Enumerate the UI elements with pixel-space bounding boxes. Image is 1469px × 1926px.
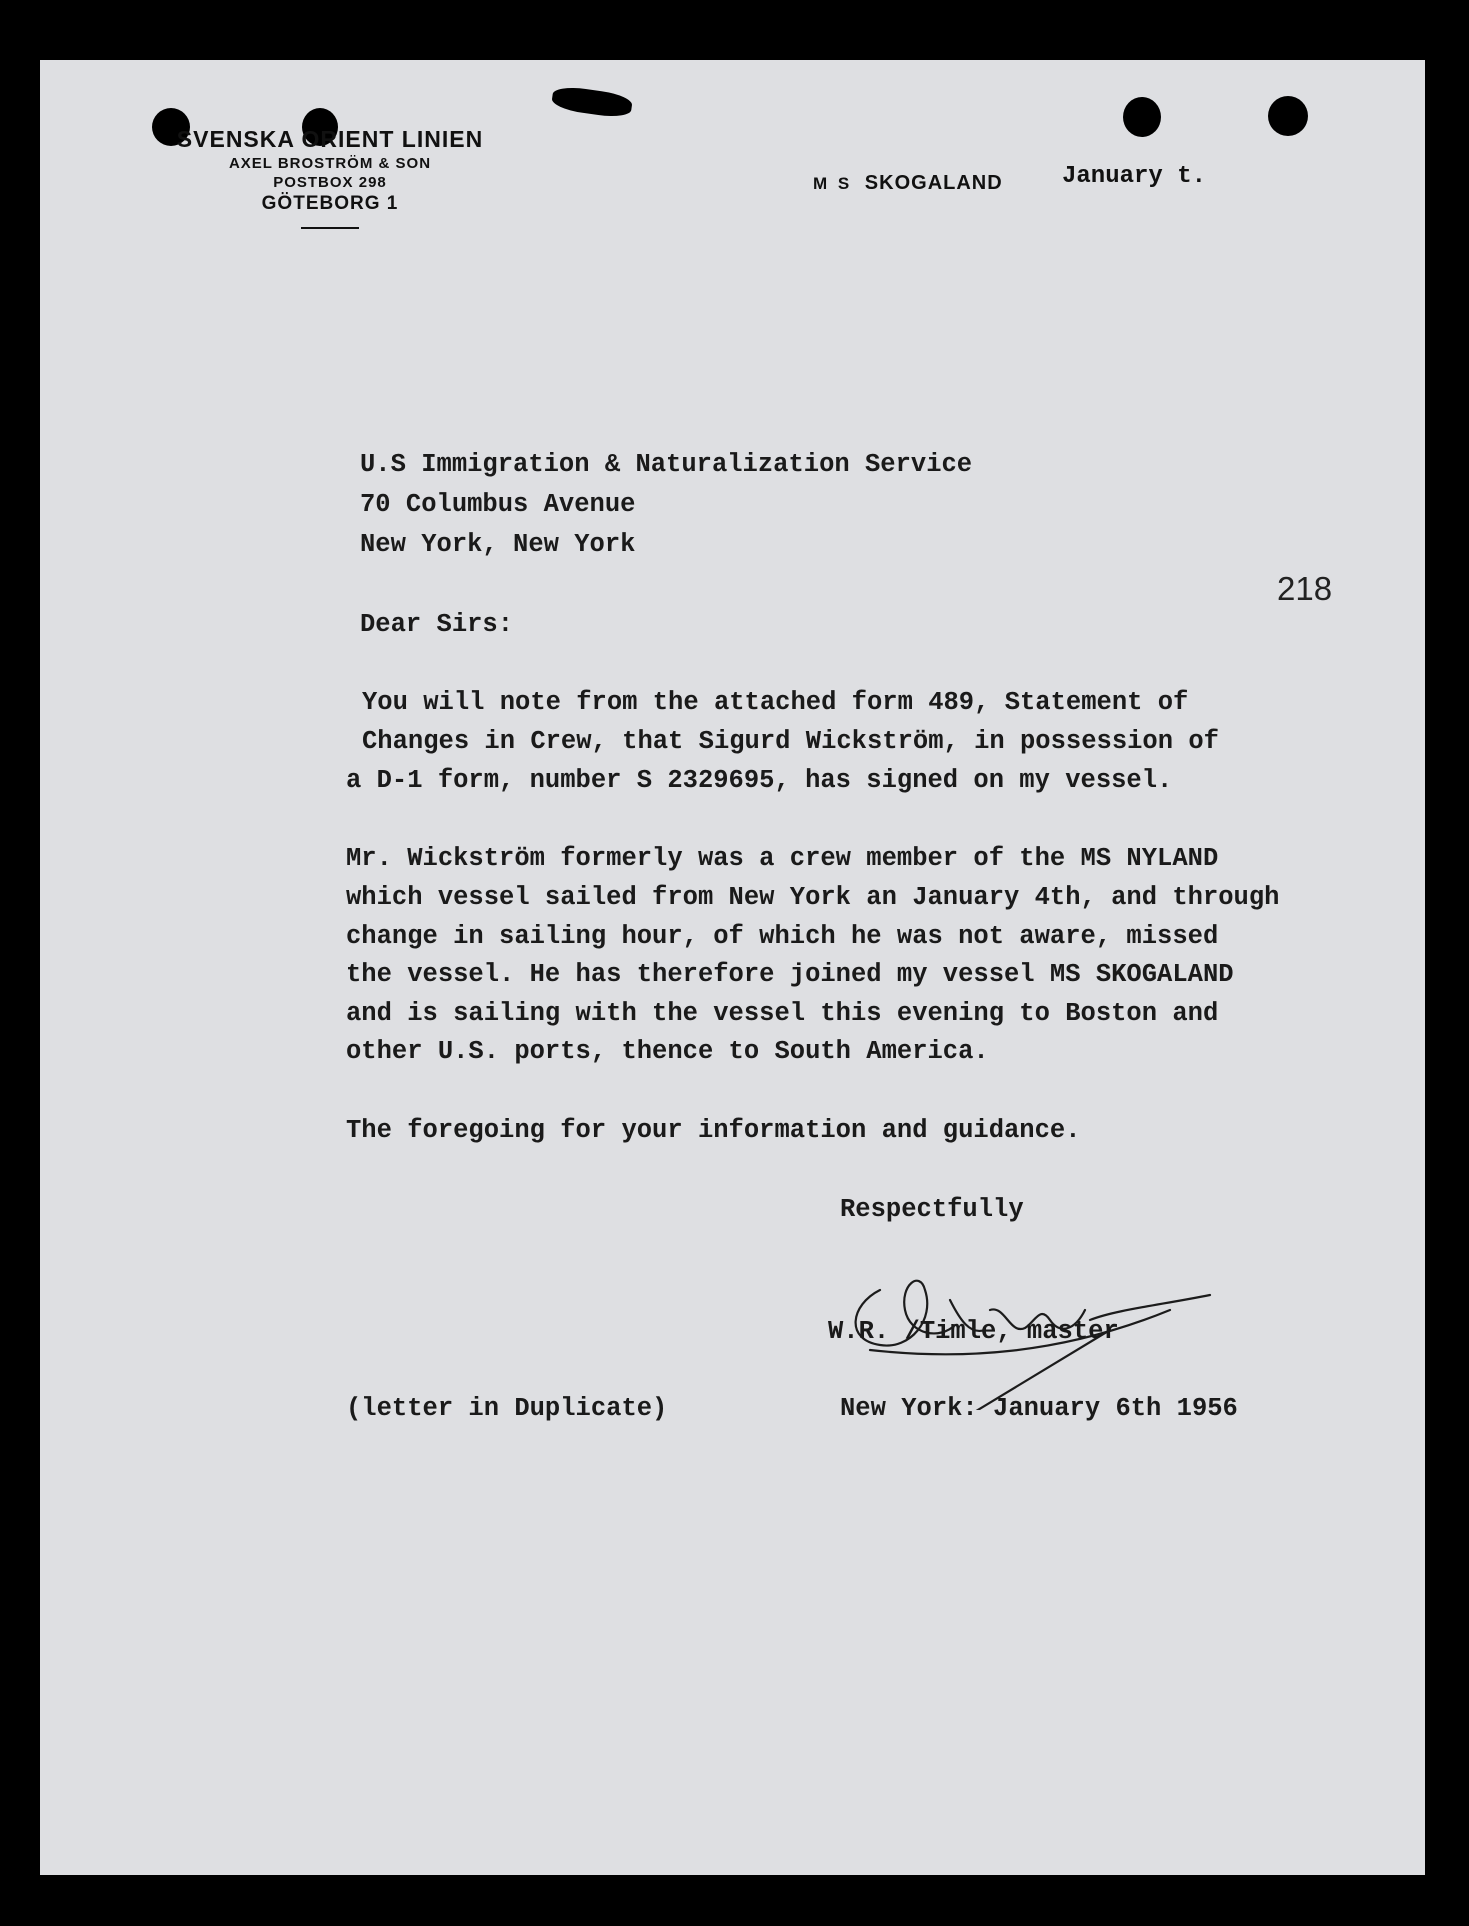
vessel-header (813, 172, 1003, 195)
vessel-prefix: M S (813, 174, 853, 193)
salutation: Dear Sirs: (360, 610, 514, 639)
company-city: GÖTEBORG 1 (261, 193, 399, 214)
paragraph2-line-6: other U.S. ports, thence to South America. (346, 1037, 989, 1066)
paragraph2-line-1: Mr. Wickström formerly was a crew member of the MS NYLAND (346, 844, 1219, 873)
closing: Respectfully (840, 1195, 1024, 1224)
paragraph2-line-5: and is sailing with the vessel this evening to Boston and (346, 999, 1219, 1028)
letter-page (40, 60, 1425, 1875)
paragraph1-line-2: Changes in Crew, that Sigurd Wickström, in possession of (362, 727, 1219, 756)
address-line-1: U.S Immigration & Naturalization Service (360, 450, 973, 479)
address-line-3: New York, New York (360, 530, 636, 559)
punch-hole-right (1268, 96, 1308, 136)
place-date: New York: January 6th 1956 (840, 1394, 1238, 1423)
punch-hole-left (1123, 97, 1161, 137)
note: (letter in Duplicate) (346, 1394, 668, 1423)
page-number: 218 (1277, 570, 1333, 607)
paragraph1-line-1: You will note from the attached form 489, Statement of (362, 688, 1189, 717)
paragraph2-line-4: the vessel. He has therefore joined my vessel MS SKOGALAND (346, 960, 1234, 989)
signature (840, 1210, 1240, 1410)
letterhead (140, 126, 520, 229)
company-postbox: POSTBOX 298 (273, 174, 387, 191)
company-owner: AXEL BROSTRÖM & SON (228, 155, 432, 172)
date-stamp: January t. (1062, 163, 1207, 190)
address-line-2: 70 Columbus Avenue (360, 490, 636, 519)
signer: W.R. /Timle, master (828, 1317, 1119, 1346)
letterhead-rule (301, 227, 359, 229)
paragraph2-line-3: change in sailing hour, of which he was not aware, missed (346, 922, 1219, 951)
company-name: SVENSKA ORIENT LINIEN (176, 126, 484, 152)
paragraph2-line-2: which vessel sailed from New York an January 4th, and through (346, 883, 1280, 912)
paragraph1-line-3: a D-1 form, number S 2329695, has signed on my vessel. (346, 766, 1173, 795)
vessel-name: SKOGALAND (864, 172, 1003, 194)
ink-blot-top (551, 85, 634, 120)
paragraph3: The foregoing for your information and guidance. (346, 1116, 1081, 1145)
